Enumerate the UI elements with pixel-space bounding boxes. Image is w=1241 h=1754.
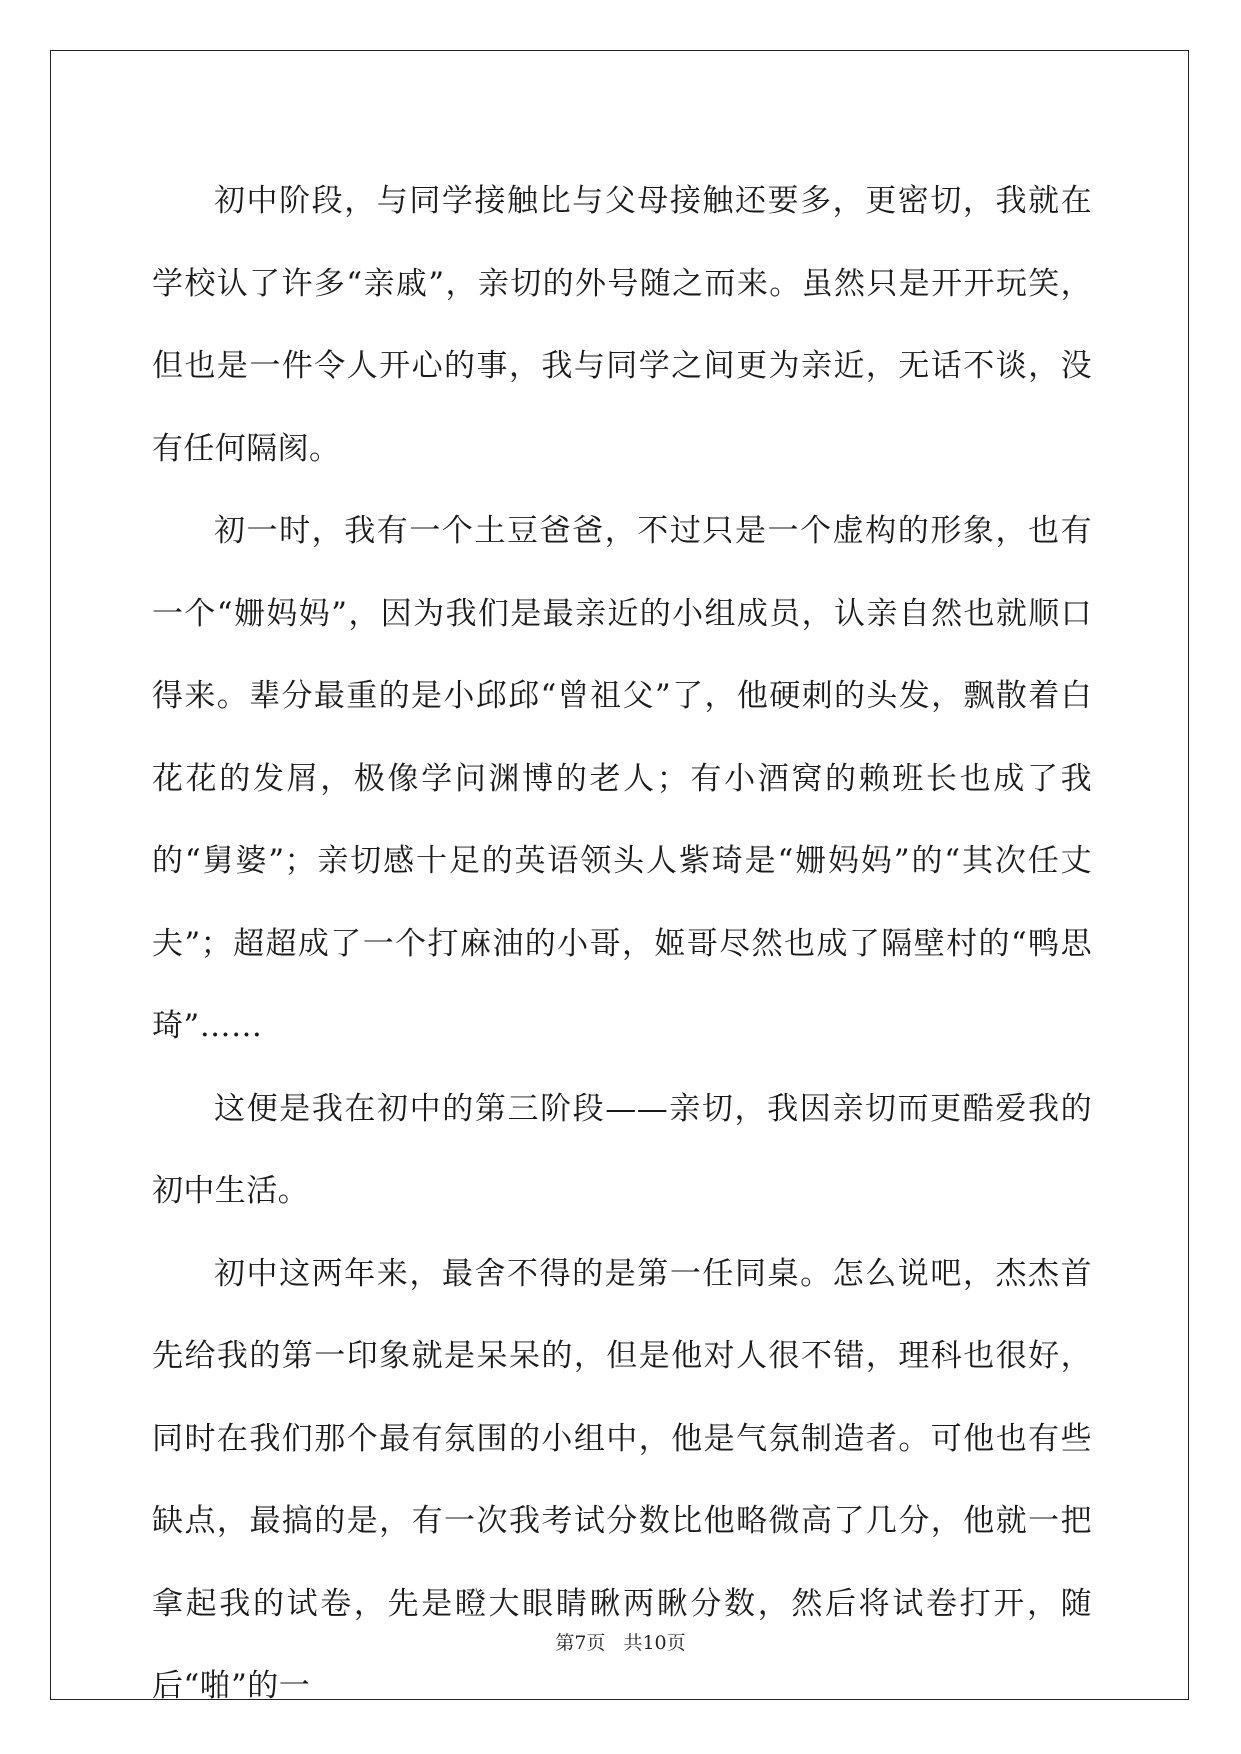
page-number-total: 共10页 [623,1632,686,1654]
page-footer [0,1628,1241,1655]
paragraph-1: 初中阶段，与同学接触比与父母接触还要多，更密切，我就在学校认了许多“亲戚”，亲切的外号随之而来。虽然只是开开玩笑，但也是一件令人开心的事，我与同学之间更为亲近，无话不谈，没有任何隔阂。 [152,183,1092,467]
paragraph-2: 初一时，我有一个土豆爸爸，不过只是一个虚构的形象，也有一个“姗妈妈”，因为我们是最亲近的小组成员，认亲自然也就顺口得来。辈分最重的是小邱邱“曾祖父”了，他硬刺的头发，飘散着白花花的发屑，极像学问渊博的老人；有小酒窝的赖班长也成了我的“舅婆”；亲切感十足的英语领头人紫琦是“姗妈妈”的“其次任丈夫”；超超成了一个打麻油的小哥，姬哥尽然也成了隔壁村的“鸭思琦”…… [152,513,1092,1044]
paragraph-4: 初中这两年来，最舍不得的是第一任同桌。怎么说吧，杰杰首先给我的第一印象就是呆呆的，但是他对人很不错，理科也很好，同时在我们那个最有氛围的小组中，他是气氛制造者。可他也有些缺点，最搞的是，有一次我考试分数比他略微高了几分，他就一把拿起我的试卷，先是瞪大眼睛瞅两瞅分数，然后将试卷打开，随后“啪”的一 [152,1255,1092,1704]
page-number-current: 第7页 [555,1632,606,1654]
document-body [152,160,1092,1728]
paragraph-3: 这便是我在初中的第三阶段——亲切，我因亲切而更酷爱我的初中生活。 [152,1090,1092,1209]
